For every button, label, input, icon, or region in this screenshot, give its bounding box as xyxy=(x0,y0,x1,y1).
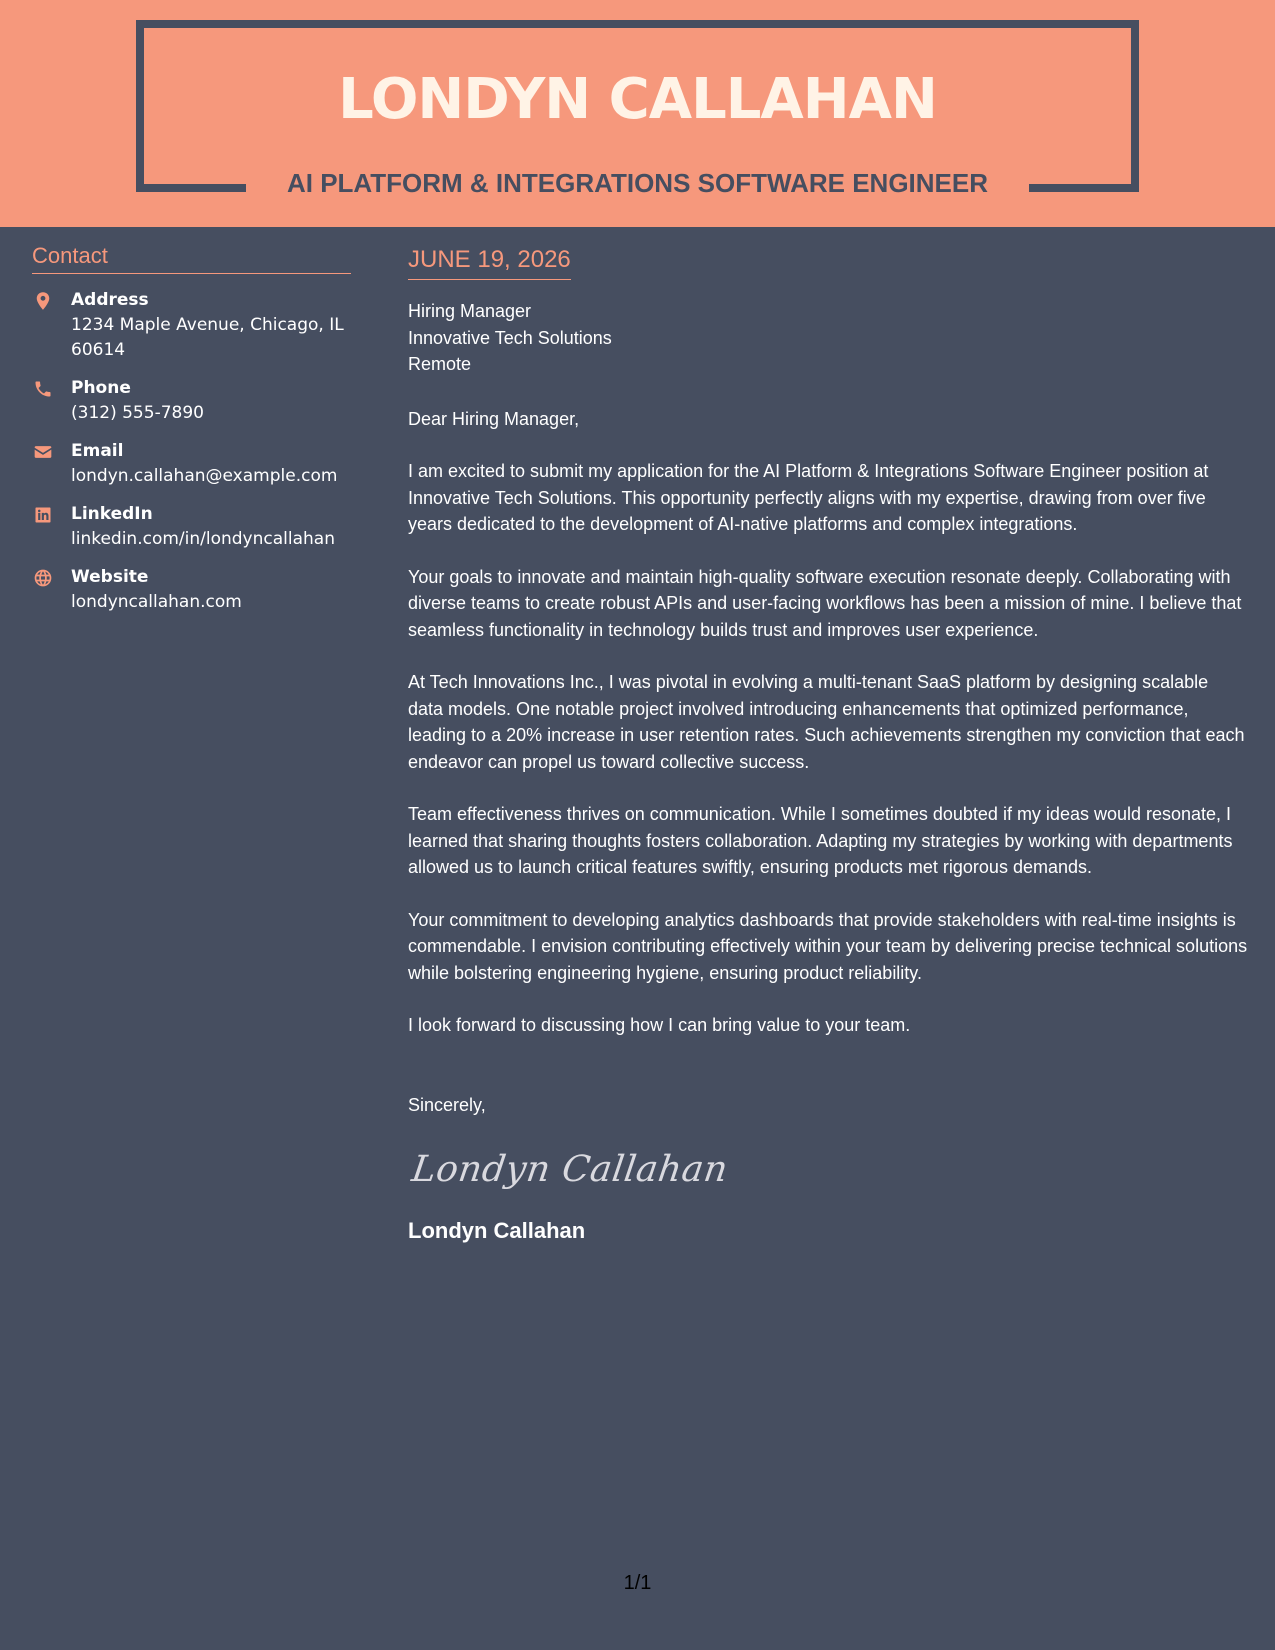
contact-label: Email xyxy=(71,441,124,461)
contact-value[interactable]: linkedin.com/in/londyncallahan xyxy=(71,529,335,549)
letter-paragraph: At Tech Innovations Inc., I was pivotal in evolving a multi-tenant SaaS platform by designing scalable data models. One notable project involved introducing enhancements that optimized performance, leading to a 20% increase in user retention rates. Such achievements strengthen my conviction that each endeavor can propel us toward collective success. xyxy=(408,672,1245,772)
closing: Sincerely, xyxy=(408,1094,486,1115)
header xyxy=(0,0,1275,227)
letter-paragraph: Your goals to innovate and maintain high-quality software execution resonate deeply. Collaborating with diverse teams to create robust APIs and user-facing workflows has been a mission of mine. I believe that seamless functionality in technology builds trust and improves user experience. xyxy=(408,566,1242,640)
contact-label: Address xyxy=(71,290,149,310)
contact-list xyxy=(32,288,351,615)
recipient-line: Hiring Manager xyxy=(408,301,532,321)
letter-body xyxy=(408,244,1248,1246)
page-number: 1/1 xyxy=(623,1572,652,1594)
recipient-line: Innovative Tech Solutions xyxy=(408,327,612,348)
contact-label: LinkedIn xyxy=(71,504,153,524)
greeting: Dear Hiring Manager, xyxy=(408,408,580,429)
letter-date: JUNE 19, 2026 xyxy=(408,244,571,280)
contact-item-website xyxy=(32,565,351,615)
envelope-icon xyxy=(32,442,54,462)
job-title: AI PLATFORM & INTEGRATIONS SOFTWARE ENGINEER xyxy=(286,168,989,198)
signed-name: Londyn Callahan xyxy=(408,1218,586,1243)
linkedin-icon xyxy=(32,505,54,525)
contact-item-phone xyxy=(32,376,351,426)
letter-paragraph: I look forward to discussing how I can bring value to your team. xyxy=(408,1015,911,1035)
contact-label: Website xyxy=(71,567,149,587)
contact-value[interactable]: londyn.callahan@example.com xyxy=(71,466,338,486)
phone-icon xyxy=(32,379,54,399)
contact-value: 1234 Maple Avenue, Chicago, IL 60614 xyxy=(71,315,344,360)
contact-label: Phone xyxy=(71,378,131,398)
map-pin-icon xyxy=(32,291,54,311)
sidebar xyxy=(32,242,351,628)
letter-paragraph: Your commitment to developing analytics dashboards that provide stakeholders with real-time insights is commendable. I envision contributing effectively within your team by delivering precise technical solutions while bolstering engineering hygiene, ensuring product reliability. xyxy=(408,909,1248,983)
letter-paragraph: I am excited to submit my application for the AI Platform & Integrations Software Engineer position at Innovative Tech Solutions. This opportunity perfectly aligns with my expertise, drawing from over five years dedicated to the development of AI-native platforms and complex integrations. xyxy=(408,461,1209,534)
contact-heading: Contact xyxy=(32,242,351,274)
contact-item-address xyxy=(32,288,351,363)
contact-item-linkedin xyxy=(32,502,351,552)
contact-value[interactable]: londyncallahan.com xyxy=(71,592,242,612)
recipient-line: Remote xyxy=(408,354,472,374)
recipient-block xyxy=(408,298,1248,378)
candidate-name: LONDYN CALLAHAN xyxy=(338,67,937,132)
globe-icon xyxy=(32,568,54,588)
letter-paragraph: Team effectiveness thrives on communication. While I sometimes doubted if my ideas would resonate, I learned that sharing thoughts fosters collaboration. Adapting my strategies by working with departments allowed us to launch critical features swiftly, ensuring products met rigorous demands. xyxy=(408,804,1233,877)
contact-value: (312) 555-7890 xyxy=(71,403,204,423)
signature: Londyn Callahan xyxy=(409,1149,731,1190)
contact-item-email xyxy=(32,439,351,489)
